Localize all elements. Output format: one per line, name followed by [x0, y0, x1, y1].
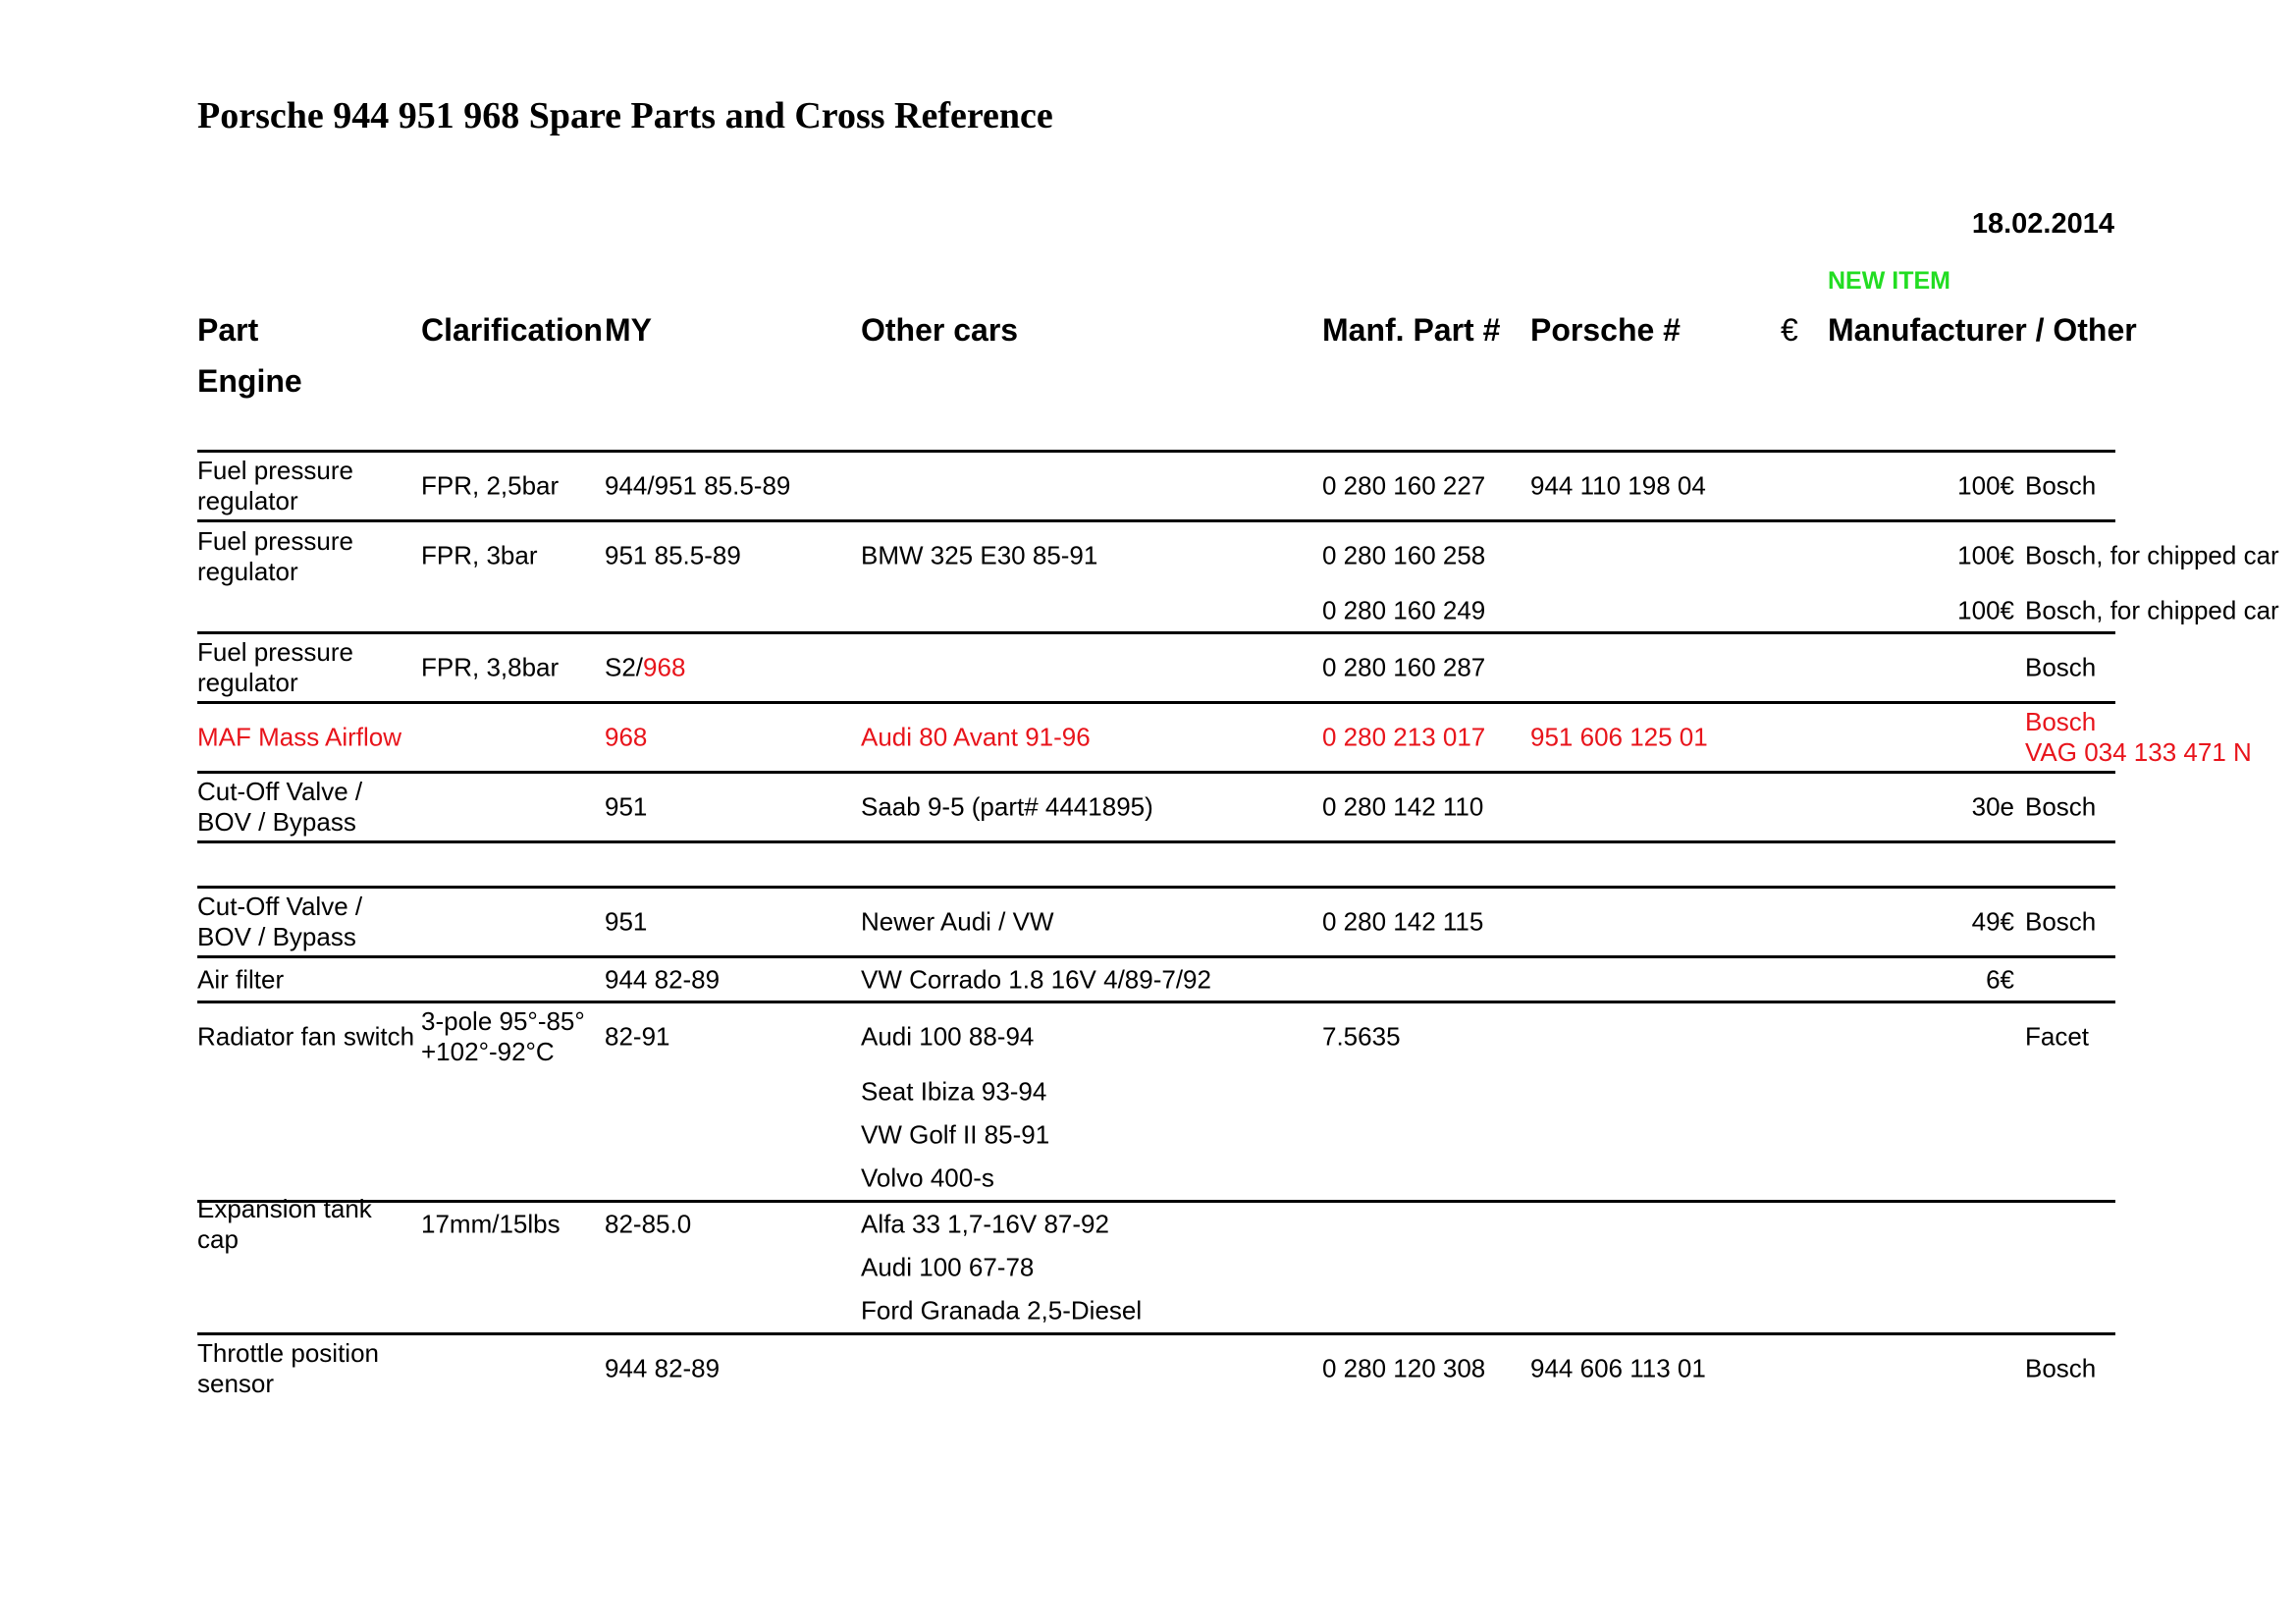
my-value: S2/: [605, 652, 644, 682]
cell-manufacturer: Bosch: [2025, 791, 2097, 822]
cell-part: Fuel pressure regulator: [197, 526, 353, 586]
new-item-legend: NEW ITEM: [1828, 267, 1950, 295]
cell-manf-part: 0 280 160 227: [1322, 470, 1486, 501]
cell-my: 951: [605, 906, 648, 937]
cell-manufacturer: Bosch: [2025, 470, 2097, 501]
cell-other-cars: Audi 80 Avant 91-96: [861, 722, 1091, 752]
cell-manufacturer: Bosch: [2025, 906, 2097, 937]
cell-other-cars: BMW 325 E30 85-91: [861, 540, 1098, 570]
cell-my: 951: [605, 791, 648, 822]
table-row: [197, 771, 2115, 840]
cell-clarification: 17mm/15lbs: [421, 1209, 561, 1239]
cell-part: Fuel pressure regulator: [197, 637, 353, 697]
cell-other-cars: VW Golf II 85-91: [861, 1119, 1050, 1150]
cell-manufacturer: Facet: [2025, 1021, 2090, 1052]
cell-other-cars: Audi 100 88-94: [861, 1021, 1035, 1052]
cell-manf-part: 0 280 160 287: [1322, 652, 1486, 682]
cell-part: Radiator fan switch: [197, 1021, 415, 1052]
cell-my: 951 85.5-89: [605, 540, 741, 570]
cell-manufacturer: [2025, 707, 2296, 768]
header-manufacturer: Manufacturer / Other: [1828, 312, 2137, 348]
cell-clarification: FPR, 3bar: [421, 540, 538, 570]
cell-part: Air filter: [197, 964, 285, 994]
table-row: [197, 1001, 2115, 1200]
cell-other-cars: VW Corrado 1.8 16V 4/89-7/92: [861, 964, 1211, 994]
header-clarification: Clarification: [421, 312, 603, 348]
cell-my: 944 82-89: [605, 1353, 721, 1383]
my-value-new: 968: [643, 652, 686, 682]
cell-price: 100€: [1957, 470, 2014, 501]
cell-manf-part: 7.5635: [1322, 1021, 1401, 1052]
cell-price: 100€: [1957, 540, 2014, 570]
cell-part: Fuel pressure regulator: [197, 456, 353, 515]
cell-manf-part: 0 280 160 258: [1322, 540, 1486, 570]
table-row: [197, 886, 2115, 955]
cell-part: Cut-Off Valve / BOV / Bypass: [197, 777, 363, 837]
table-row: [197, 1194, 2115, 1332]
cell-part: MAF Mass Airflow: [197, 722, 402, 752]
cell-part: Throttle position sensor: [197, 1338, 379, 1398]
cell-other-cars: Alfa 33 1,7-16V 87-92: [861, 1209, 1109, 1239]
manufacturer-line: VAG 034 133 471 N: [2025, 737, 2252, 767]
cell-my: 82-91: [605, 1021, 670, 1052]
cell-part: Cut-Off Valve / BOV / Bypass: [197, 892, 363, 951]
cell-manf-part: 0 280 120 308: [1322, 1353, 1486, 1383]
cell-other-cars: Saab 9-5 (part# 4441895): [861, 791, 1153, 822]
cell-my: 82-85.0: [605, 1209, 692, 1239]
cell-porsche-number: 951 606 125 01: [1530, 722, 1708, 752]
cell-porsche-number: 944 110 198 04: [1530, 470, 1706, 501]
cell-other-cars: Volvo 400-s: [861, 1163, 994, 1193]
cell-other-cars: Ford Granada 2,5-Diesel: [861, 1295, 1143, 1326]
document-date: 18.02.2014: [1971, 208, 2114, 240]
cell-price: 6€: [1986, 964, 2014, 994]
cell-manf-part: 0 280 142 115: [1322, 906, 1484, 937]
cell-clarification: 3-pole 95°-85°+102°-92°C: [421, 1006, 585, 1066]
cell-manufacturer: Bosch: [2025, 1353, 2097, 1383]
cell-manufacturer: Bosch, for chipped car: [2025, 540, 2279, 570]
cell-other-cars: Audi 100 67-78: [861, 1252, 1035, 1282]
cell-price: 49€: [1971, 906, 2014, 937]
header-porsche-number: Porsche #: [1530, 312, 1681, 348]
cell-manufacturer: Bosch: [2025, 652, 2097, 682]
header-manf-part: Manf. Part #: [1322, 312, 1501, 348]
cell-price: 30e: [1971, 791, 2014, 822]
table-row-new-item: [197, 701, 2252, 771]
cell-manufacturer: Bosch, for chipped car: [2025, 595, 2279, 624]
cell-price: 100€: [1957, 595, 2014, 624]
cell-porsche-number: 944 606 113 01: [1530, 1353, 1706, 1383]
page-title: Porsche 944 951 968 Spare Parts and Cross Reference: [197, 95, 1053, 136]
header-part: Part: [197, 312, 259, 348]
cell-other-cars: Seat Ibiza 93-94: [861, 1076, 1047, 1107]
parts-table: [197, 450, 2279, 1402]
cell-other-cars: Newer Audi / VW: [861, 906, 1054, 937]
cell-manf-part: 0 280 142 110: [1322, 791, 1484, 822]
table-row: [197, 955, 2115, 1001]
cell-part: Expansion tank cap: [197, 1194, 372, 1254]
cell-my: 944 82-89: [605, 964, 721, 994]
cell-clarification: FPR, 3,8bar: [421, 652, 560, 682]
manufacturer-line: Bosch: [2025, 707, 2097, 736]
table-row-empty: [197, 840, 2115, 886]
table-row: [197, 631, 2115, 701]
header-euro: €: [1781, 312, 1798, 348]
header-my: MY: [605, 312, 652, 348]
cell-my: [605, 653, 850, 683]
cell-my: 968: [605, 722, 648, 752]
table-row: [197, 1332, 2115, 1402]
cell-manf-part: 0 280 160 249: [1322, 595, 1486, 624]
cell-my: 944/951 85.5-89: [605, 470, 791, 501]
header-other-cars: Other cars: [861, 312, 1019, 348]
table-row: [197, 519, 2279, 631]
section-engine: Engine: [197, 363, 302, 399]
cell-manf-part: 0 280 213 017: [1322, 722, 1486, 752]
cell-clarification: FPR, 2,5bar: [421, 470, 560, 501]
table-row: [197, 450, 2115, 519]
